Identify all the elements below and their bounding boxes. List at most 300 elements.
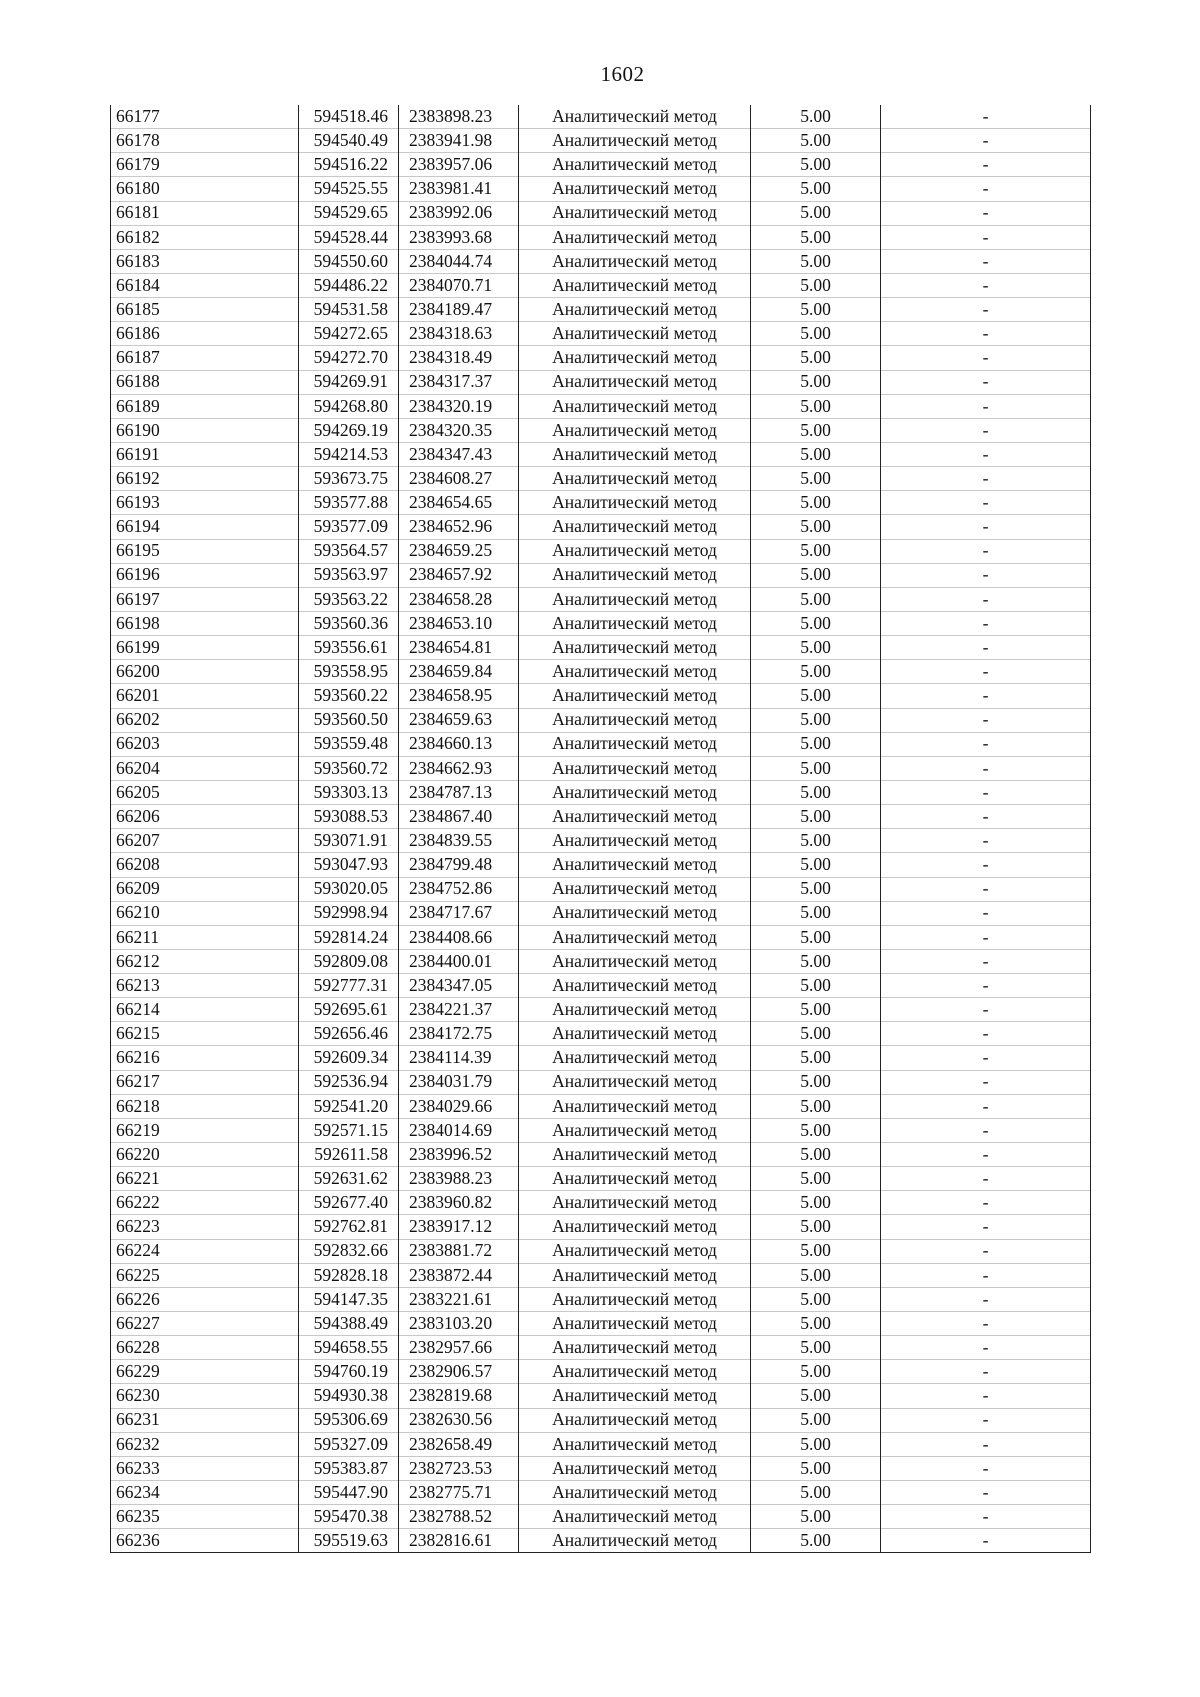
method-cell: Аналитический метод xyxy=(519,418,751,442)
accuracy-cell: 5.00 xyxy=(751,1046,881,1070)
accuracy-cell: 5.00 xyxy=(751,1384,881,1408)
accuracy-cell: 5.00 xyxy=(751,1360,881,1384)
method-cell: Аналитический метод xyxy=(519,1215,751,1239)
method-cell: Аналитический метод xyxy=(519,129,751,153)
y-coordinate-cell: 2384659.25 xyxy=(399,539,519,563)
table-row xyxy=(111,998,1091,1022)
table-row xyxy=(111,1360,1091,1384)
table-row xyxy=(111,1481,1091,1505)
x-coordinate-cell: 592541.20 xyxy=(299,1094,399,1118)
y-coordinate-cell: 2383992.06 xyxy=(399,201,519,225)
y-coordinate-cell: 2384752.86 xyxy=(399,877,519,901)
table-row xyxy=(111,587,1091,611)
method-cell: Аналитический метод xyxy=(519,684,751,708)
extra-cell: - xyxy=(881,1384,1091,1408)
y-coordinate-cell: 2382723.53 xyxy=(399,1456,519,1480)
method-cell: Аналитический метод xyxy=(519,515,751,539)
table-row xyxy=(111,153,1091,177)
point-number-cell: 66196 xyxy=(111,563,299,587)
x-coordinate-cell: 592656.46 xyxy=(299,1022,399,1046)
accuracy-cell: 5.00 xyxy=(751,322,881,346)
method-cell: Аналитический метод xyxy=(519,660,751,684)
table-row xyxy=(111,1456,1091,1480)
accuracy-cell: 5.00 xyxy=(751,418,881,442)
table-row xyxy=(111,1215,1091,1239)
table-row xyxy=(111,660,1091,684)
point-number-cell: 66233 xyxy=(111,1456,299,1480)
method-cell: Аналитический метод xyxy=(519,756,751,780)
accuracy-cell: 5.00 xyxy=(751,129,881,153)
x-coordinate-cell: 593560.22 xyxy=(299,684,399,708)
x-coordinate-cell: 593559.48 xyxy=(299,732,399,756)
y-coordinate-cell: 2384867.40 xyxy=(399,805,519,829)
x-coordinate-cell: 594529.65 xyxy=(299,201,399,225)
method-cell: Аналитический метод xyxy=(519,539,751,563)
method-cell: Аналитический метод xyxy=(519,1529,751,1553)
x-coordinate-cell: 594531.58 xyxy=(299,298,399,322)
extra-cell: - xyxy=(881,660,1091,684)
table-row xyxy=(111,1143,1091,1167)
extra-cell: - xyxy=(881,732,1091,756)
table-row xyxy=(111,1408,1091,1432)
extra-cell: - xyxy=(881,1094,1091,1118)
method-cell: Аналитический метод xyxy=(519,901,751,925)
y-coordinate-cell: 2382658.49 xyxy=(399,1432,519,1456)
x-coordinate-cell: 594268.80 xyxy=(299,394,399,418)
y-coordinate-cell: 2383103.20 xyxy=(399,1312,519,1336)
extra-cell: - xyxy=(881,1505,1091,1529)
x-coordinate-cell: 595470.38 xyxy=(299,1505,399,1529)
y-coordinate-cell: 2384662.93 xyxy=(399,756,519,780)
accuracy-cell: 5.00 xyxy=(751,1191,881,1215)
y-coordinate-cell: 2384652.96 xyxy=(399,515,519,539)
accuracy-cell: 5.00 xyxy=(751,539,881,563)
y-coordinate-cell: 2383917.12 xyxy=(399,1215,519,1239)
table-row xyxy=(111,418,1091,442)
point-number-cell: 66235 xyxy=(111,1505,299,1529)
method-cell: Аналитический метод xyxy=(519,177,751,201)
x-coordinate-cell: 592609.34 xyxy=(299,1046,399,1070)
y-coordinate-cell: 2384657.92 xyxy=(399,563,519,587)
point-number-cell: 66221 xyxy=(111,1167,299,1191)
table-row xyxy=(111,1287,1091,1311)
table-row xyxy=(111,515,1091,539)
x-coordinate-cell: 592762.81 xyxy=(299,1215,399,1239)
point-number-cell: 66200 xyxy=(111,660,299,684)
x-coordinate-cell: 593020.05 xyxy=(299,877,399,901)
point-number-cell: 66205 xyxy=(111,780,299,804)
method-cell: Аналитический метод xyxy=(519,467,751,491)
method-cell: Аналитический метод xyxy=(519,394,751,418)
x-coordinate-cell: 592828.18 xyxy=(299,1263,399,1287)
x-coordinate-cell: 593303.13 xyxy=(299,780,399,804)
y-coordinate-cell: 2384653.10 xyxy=(399,611,519,635)
point-number-cell: 66223 xyxy=(111,1215,299,1239)
accuracy-cell: 5.00 xyxy=(751,829,881,853)
extra-cell: - xyxy=(881,1287,1091,1311)
x-coordinate-cell: 592677.40 xyxy=(299,1191,399,1215)
accuracy-cell: 5.00 xyxy=(751,1408,881,1432)
table-row xyxy=(111,225,1091,249)
x-coordinate-cell: 594550.60 xyxy=(299,249,399,273)
table-row xyxy=(111,949,1091,973)
accuracy-cell: 5.00 xyxy=(751,1118,881,1142)
point-number-cell: 66191 xyxy=(111,442,299,466)
table-row xyxy=(111,1118,1091,1142)
extra-cell: - xyxy=(881,587,1091,611)
y-coordinate-cell: 2384014.69 xyxy=(399,1118,519,1142)
point-number-cell: 66224 xyxy=(111,1239,299,1263)
x-coordinate-cell: 592832.66 xyxy=(299,1239,399,1263)
method-cell: Аналитический метод xyxy=(519,1312,751,1336)
method-cell: Аналитический метод xyxy=(519,732,751,756)
method-cell: Аналитический метод xyxy=(519,1263,751,1287)
table-row xyxy=(111,129,1091,153)
point-number-cell: 66230 xyxy=(111,1384,299,1408)
table-row xyxy=(111,877,1091,901)
y-coordinate-cell: 2382788.52 xyxy=(399,1505,519,1529)
extra-cell: - xyxy=(881,1215,1091,1239)
accuracy-cell: 5.00 xyxy=(751,1432,881,1456)
coordinates-table-body xyxy=(111,105,1091,1553)
point-number-cell: 66212 xyxy=(111,949,299,973)
y-coordinate-cell: 2384400.01 xyxy=(399,949,519,973)
accuracy-cell: 5.00 xyxy=(751,1481,881,1505)
method-cell: Аналитический метод xyxy=(519,1022,751,1046)
x-coordinate-cell: 594214.53 xyxy=(299,442,399,466)
x-coordinate-cell: 594518.46 xyxy=(299,105,399,129)
table-row xyxy=(111,780,1091,804)
accuracy-cell: 5.00 xyxy=(751,346,881,370)
table-row xyxy=(111,1336,1091,1360)
table-row xyxy=(111,105,1091,129)
point-number-cell: 66207 xyxy=(111,829,299,853)
accuracy-cell: 5.00 xyxy=(751,1456,881,1480)
x-coordinate-cell: 595519.63 xyxy=(299,1529,399,1553)
accuracy-cell: 5.00 xyxy=(751,660,881,684)
method-cell: Аналитический метод xyxy=(519,1408,751,1432)
x-coordinate-cell: 593560.36 xyxy=(299,611,399,635)
y-coordinate-cell: 2382819.68 xyxy=(399,1384,519,1408)
extra-cell: - xyxy=(881,1456,1091,1480)
x-coordinate-cell: 593071.91 xyxy=(299,829,399,853)
point-number-cell: 66229 xyxy=(111,1360,299,1384)
table-row xyxy=(111,563,1091,587)
accuracy-cell: 5.00 xyxy=(751,442,881,466)
y-coordinate-cell: 2384799.48 xyxy=(399,853,519,877)
point-number-cell: 66216 xyxy=(111,1046,299,1070)
table-row xyxy=(111,370,1091,394)
table-row xyxy=(111,1022,1091,1046)
accuracy-cell: 5.00 xyxy=(751,805,881,829)
y-coordinate-cell: 2384787.13 xyxy=(399,780,519,804)
x-coordinate-cell: 594269.91 xyxy=(299,370,399,394)
y-coordinate-cell: 2383941.98 xyxy=(399,129,519,153)
table-row xyxy=(111,636,1091,660)
x-coordinate-cell: 594540.49 xyxy=(299,129,399,153)
table-row xyxy=(111,273,1091,297)
y-coordinate-cell: 2384659.63 xyxy=(399,708,519,732)
extra-cell: - xyxy=(881,925,1091,949)
extra-cell: - xyxy=(881,1046,1091,1070)
method-cell: Аналитический метод xyxy=(519,1432,751,1456)
x-coordinate-cell: 594486.22 xyxy=(299,273,399,297)
method-cell: Аналитический метод xyxy=(519,491,751,515)
accuracy-cell: 5.00 xyxy=(751,1336,881,1360)
extra-cell: - xyxy=(881,1239,1091,1263)
extra-cell: - xyxy=(881,829,1091,853)
accuracy-cell: 5.00 xyxy=(751,684,881,708)
y-coordinate-cell: 2382775.71 xyxy=(399,1481,519,1505)
table-row xyxy=(111,1312,1091,1336)
extra-cell: - xyxy=(881,515,1091,539)
point-number-cell: 66179 xyxy=(111,153,299,177)
accuracy-cell: 5.00 xyxy=(751,1505,881,1529)
table-row xyxy=(111,1046,1091,1070)
extra-cell: - xyxy=(881,611,1091,635)
x-coordinate-cell: 593564.57 xyxy=(299,539,399,563)
table-row xyxy=(111,732,1091,756)
point-number-cell: 66202 xyxy=(111,708,299,732)
extra-cell: - xyxy=(881,877,1091,901)
method-cell: Аналитический метод xyxy=(519,1505,751,1529)
x-coordinate-cell: 593047.93 xyxy=(299,853,399,877)
table-row xyxy=(111,1505,1091,1529)
point-number-cell: 66184 xyxy=(111,273,299,297)
x-coordinate-cell: 595327.09 xyxy=(299,1432,399,1456)
accuracy-cell: 5.00 xyxy=(751,1022,881,1046)
extra-cell: - xyxy=(881,1191,1091,1215)
accuracy-cell: 5.00 xyxy=(751,1263,881,1287)
extra-cell: - xyxy=(881,539,1091,563)
method-cell: Аналитический метод xyxy=(519,249,751,273)
point-number-cell: 66236 xyxy=(111,1529,299,1553)
extra-cell: - xyxy=(881,708,1091,732)
table-row xyxy=(111,1529,1091,1553)
x-coordinate-cell: 595383.87 xyxy=(299,1456,399,1480)
x-coordinate-cell: 594528.44 xyxy=(299,225,399,249)
method-cell: Аналитический метод xyxy=(519,1094,751,1118)
extra-cell: - xyxy=(881,153,1091,177)
method-cell: Аналитический метод xyxy=(519,298,751,322)
y-coordinate-cell: 2384320.35 xyxy=(399,418,519,442)
point-number-cell: 66201 xyxy=(111,684,299,708)
point-number-cell: 66181 xyxy=(111,201,299,225)
extra-cell: - xyxy=(881,1432,1091,1456)
point-number-cell: 66198 xyxy=(111,611,299,635)
method-cell: Аналитический метод xyxy=(519,201,751,225)
y-coordinate-cell: 2384654.81 xyxy=(399,636,519,660)
method-cell: Аналитический метод xyxy=(519,829,751,853)
extra-cell: - xyxy=(881,998,1091,1022)
x-coordinate-cell: 593560.72 xyxy=(299,756,399,780)
extra-cell: - xyxy=(881,780,1091,804)
accuracy-cell: 5.00 xyxy=(751,732,881,756)
accuracy-cell: 5.00 xyxy=(751,467,881,491)
extra-cell: - xyxy=(881,177,1091,201)
x-coordinate-cell: 592536.94 xyxy=(299,1070,399,1094)
accuracy-cell: 5.00 xyxy=(751,1167,881,1191)
table-row xyxy=(111,201,1091,225)
table-row xyxy=(111,298,1091,322)
x-coordinate-cell: 594516.22 xyxy=(299,153,399,177)
y-coordinate-cell: 2383872.44 xyxy=(399,1263,519,1287)
table-row xyxy=(111,1191,1091,1215)
table-row xyxy=(111,322,1091,346)
extra-cell: - xyxy=(881,1336,1091,1360)
accuracy-cell: 5.00 xyxy=(751,1070,881,1094)
y-coordinate-cell: 2384839.55 xyxy=(399,829,519,853)
y-coordinate-cell: 2384318.49 xyxy=(399,346,519,370)
extra-cell: - xyxy=(881,563,1091,587)
y-coordinate-cell: 2384189.47 xyxy=(399,298,519,322)
x-coordinate-cell: 593577.88 xyxy=(299,491,399,515)
extra-cell: - xyxy=(881,370,1091,394)
x-coordinate-cell: 592695.61 xyxy=(299,998,399,1022)
extra-cell: - xyxy=(881,442,1091,466)
accuracy-cell: 5.00 xyxy=(751,273,881,297)
y-coordinate-cell: 2383221.61 xyxy=(399,1287,519,1311)
point-number-cell: 66203 xyxy=(111,732,299,756)
accuracy-cell: 5.00 xyxy=(751,708,881,732)
method-cell: Аналитический метод xyxy=(519,1384,751,1408)
extra-cell: - xyxy=(881,249,1091,273)
point-number-cell: 66228 xyxy=(111,1336,299,1360)
method-cell: Аналитический метод xyxy=(519,370,751,394)
method-cell: Аналитический метод xyxy=(519,105,751,129)
point-number-cell: 66197 xyxy=(111,587,299,611)
x-coordinate-cell: 593563.22 xyxy=(299,587,399,611)
table-row xyxy=(111,177,1091,201)
accuracy-cell: 5.00 xyxy=(751,394,881,418)
table-row xyxy=(111,467,1091,491)
table-row xyxy=(111,1094,1091,1118)
method-cell: Аналитический метод xyxy=(519,877,751,901)
extra-cell: - xyxy=(881,949,1091,973)
x-coordinate-cell: 594658.55 xyxy=(299,1336,399,1360)
x-coordinate-cell: 593558.95 xyxy=(299,660,399,684)
extra-cell: - xyxy=(881,756,1091,780)
accuracy-cell: 5.00 xyxy=(751,998,881,1022)
y-coordinate-cell: 2384660.13 xyxy=(399,732,519,756)
extra-cell: - xyxy=(881,201,1091,225)
x-coordinate-cell: 592998.94 xyxy=(299,901,399,925)
extra-cell: - xyxy=(881,1408,1091,1432)
method-cell: Аналитический метод xyxy=(519,1046,751,1070)
accuracy-cell: 5.00 xyxy=(751,201,881,225)
method-cell: Аналитический метод xyxy=(519,153,751,177)
y-coordinate-cell: 2384070.71 xyxy=(399,273,519,297)
point-number-cell: 66226 xyxy=(111,1287,299,1311)
accuracy-cell: 5.00 xyxy=(751,1143,881,1167)
table-row xyxy=(111,539,1091,563)
accuracy-cell: 5.00 xyxy=(751,153,881,177)
table-row xyxy=(111,1263,1091,1287)
point-number-cell: 66209 xyxy=(111,877,299,901)
point-number-cell: 66208 xyxy=(111,853,299,877)
table-row xyxy=(111,394,1091,418)
y-coordinate-cell: 2384172.75 xyxy=(399,1022,519,1046)
x-coordinate-cell: 593673.75 xyxy=(299,467,399,491)
table-row xyxy=(111,901,1091,925)
point-number-cell: 66215 xyxy=(111,1022,299,1046)
accuracy-cell: 5.00 xyxy=(751,853,881,877)
point-number-cell: 66188 xyxy=(111,370,299,394)
extra-cell: - xyxy=(881,636,1091,660)
method-cell: Аналитический метод xyxy=(519,1239,751,1263)
extra-cell: - xyxy=(881,491,1091,515)
y-coordinate-cell: 2384031.79 xyxy=(399,1070,519,1094)
method-cell: Аналитический метод xyxy=(519,322,751,346)
method-cell: Аналитический метод xyxy=(519,853,751,877)
x-coordinate-cell: 592611.58 xyxy=(299,1143,399,1167)
point-number-cell: 66225 xyxy=(111,1263,299,1287)
extra-cell: - xyxy=(881,1022,1091,1046)
point-number-cell: 66210 xyxy=(111,901,299,925)
table-row xyxy=(111,684,1091,708)
table-row xyxy=(111,756,1091,780)
y-coordinate-cell: 2384317.37 xyxy=(399,370,519,394)
method-cell: Аналитический метод xyxy=(519,442,751,466)
table-row xyxy=(111,1070,1091,1094)
point-number-cell: 66217 xyxy=(111,1070,299,1094)
method-cell: Аналитический метод xyxy=(519,925,751,949)
x-coordinate-cell: 593556.61 xyxy=(299,636,399,660)
y-coordinate-cell: 2384347.43 xyxy=(399,442,519,466)
table-row xyxy=(111,805,1091,829)
y-coordinate-cell: 2383996.52 xyxy=(399,1143,519,1167)
extra-cell: - xyxy=(881,467,1091,491)
point-number-cell: 66213 xyxy=(111,974,299,998)
accuracy-cell: 5.00 xyxy=(751,249,881,273)
extra-cell: - xyxy=(881,1143,1091,1167)
y-coordinate-cell: 2383898.23 xyxy=(399,105,519,129)
x-coordinate-cell: 594930.38 xyxy=(299,1384,399,1408)
table-row xyxy=(111,708,1091,732)
accuracy-cell: 5.00 xyxy=(751,949,881,973)
extra-cell: - xyxy=(881,129,1091,153)
accuracy-cell: 5.00 xyxy=(751,780,881,804)
x-coordinate-cell: 594388.49 xyxy=(299,1312,399,1336)
accuracy-cell: 5.00 xyxy=(751,756,881,780)
x-coordinate-cell: 593577.09 xyxy=(299,515,399,539)
method-cell: Аналитический метод xyxy=(519,1167,751,1191)
x-coordinate-cell: 592631.62 xyxy=(299,1167,399,1191)
method-cell: Аналитический метод xyxy=(519,611,751,635)
accuracy-cell: 5.00 xyxy=(751,491,881,515)
point-number-cell: 66199 xyxy=(111,636,299,660)
y-coordinate-cell: 2382906.57 xyxy=(399,1360,519,1384)
method-cell: Аналитический метод xyxy=(519,1360,751,1384)
accuracy-cell: 5.00 xyxy=(751,1239,881,1263)
method-cell: Аналитический метод xyxy=(519,780,751,804)
x-coordinate-cell: 595306.69 xyxy=(299,1408,399,1432)
point-number-cell: 66227 xyxy=(111,1312,299,1336)
extra-cell: - xyxy=(881,273,1091,297)
extra-cell: - xyxy=(881,1263,1091,1287)
x-coordinate-cell: 592777.31 xyxy=(299,974,399,998)
point-number-cell: 66192 xyxy=(111,467,299,491)
y-coordinate-cell: 2384347.05 xyxy=(399,974,519,998)
accuracy-cell: 5.00 xyxy=(751,1094,881,1118)
y-coordinate-cell: 2384320.19 xyxy=(399,394,519,418)
point-number-cell: 66204 xyxy=(111,756,299,780)
y-coordinate-cell: 2382816.61 xyxy=(399,1529,519,1553)
point-number-cell: 66231 xyxy=(111,1408,299,1432)
point-number-cell: 66232 xyxy=(111,1432,299,1456)
point-number-cell: 66187 xyxy=(111,346,299,370)
accuracy-cell: 5.00 xyxy=(751,877,881,901)
